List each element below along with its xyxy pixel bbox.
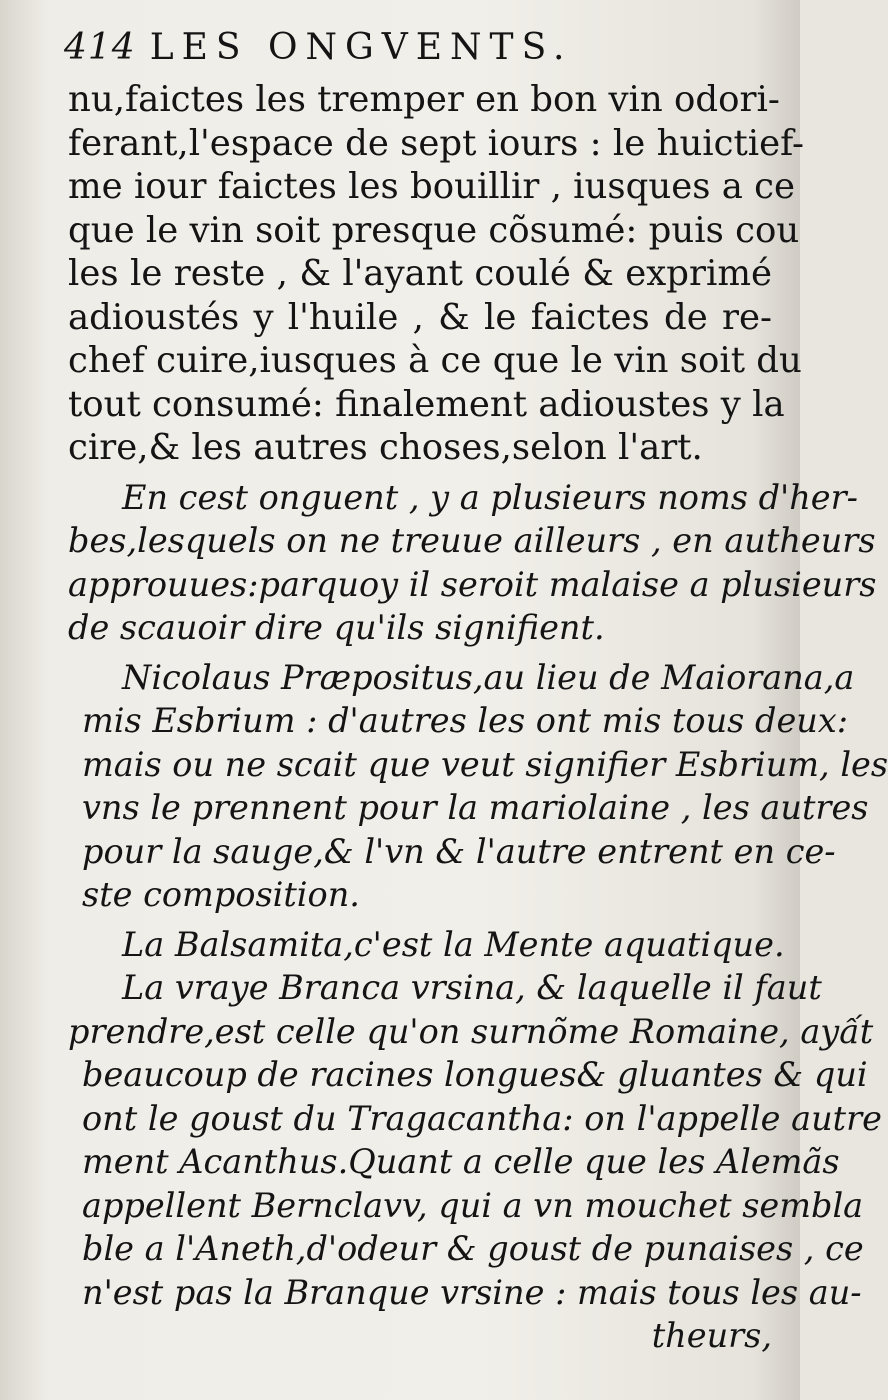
text-line: La vraye Branca vrsina, & laquelle il faut [122, 968, 822, 1007]
text-line: prendre,est celle qu'on surnõme Romaine, ayất [68, 1011, 874, 1051]
paragraph-balsamita [68, 923, 785, 967]
page-text [68, 78, 888, 1358]
text-line: beaucoup de racines longues& gluantes & qui [82, 1055, 868, 1094]
paragraph-recipe-end [68, 78, 805, 470]
text-line: ble a l'Aneth,d'odeur & goust de punaises , ce [82, 1229, 864, 1268]
text-line: adioustés y l'huile , & le faictes de re- [68, 296, 772, 338]
text-line: ont le goust du Tragacantha: on l'appelle autre [82, 1098, 882, 1138]
text-line: En cest onguent , y a plusieurs noms d'her- [122, 477, 858, 517]
running-header [64, 26, 764, 70]
paragraph-herb-names [68, 476, 877, 650]
text-line: bes,lesquels on ne treuue ailleurs , en autheurs [68, 521, 876, 560]
paragraph-nicolaus [68, 656, 888, 917]
text-line: pour la sauge,& l'vn & l'autre entrent en ce- [82, 831, 836, 871]
text-line: nu,faictes les tremper en bon vin odori- [68, 79, 780, 120]
text-line: La Balsamita,c'est la Mente aquatique. [122, 924, 785, 964]
text-line: appellent Bernclavv, qui a vn mouchet sembla [82, 1185, 864, 1225]
text-line: Nicolaus Præpositus,au lieu de Maiorana,a [122, 657, 855, 697]
text-line: n'est pas la Branque vrsine : mais tous les au- [82, 1272, 862, 1312]
text-line: mais ou ne scait que veut signifier Esbrium, les [82, 744, 888, 784]
text-line: que le vin soit presque cõsumé: puis cou [68, 209, 800, 251]
text-line: les le reste , & l'ayant coulé & exprimé [68, 253, 772, 294]
text-line: vns le prennent pour la mariolaine , les autres [82, 788, 869, 827]
text-line: mis Esbrium : d'autres les ont mis tous deux: [82, 701, 849, 740]
paragraph-branca-ursina [68, 966, 882, 1358]
text-line: cire,& les autres choses,selon l'art. [68, 427, 703, 468]
text-line: ferant,l'espace de sept iours : le huictief- [68, 122, 805, 164]
text-line: tout consumé: finalement adioustes y la [68, 383, 785, 425]
page-number: 414 [64, 27, 136, 68]
running-title: LES ONGVENTS. [149, 27, 573, 68]
text-line: chef cuire,iusques à ce que le vin soit du [68, 340, 802, 381]
text-line: ste composition. [82, 875, 360, 914]
text-line: ment Acanthus.Quant a celle que les Alemãs [82, 1142, 840, 1181]
text-line: de scauoir dire qu'ils signifient. [68, 608, 605, 647]
text-line: theurs, [651, 1316, 772, 1355]
text-line: me iour faictes les bouillir , iusques a ce [68, 166, 796, 207]
text-line: approuues:parquoy il seroit malaise a plusieurs [68, 564, 877, 604]
